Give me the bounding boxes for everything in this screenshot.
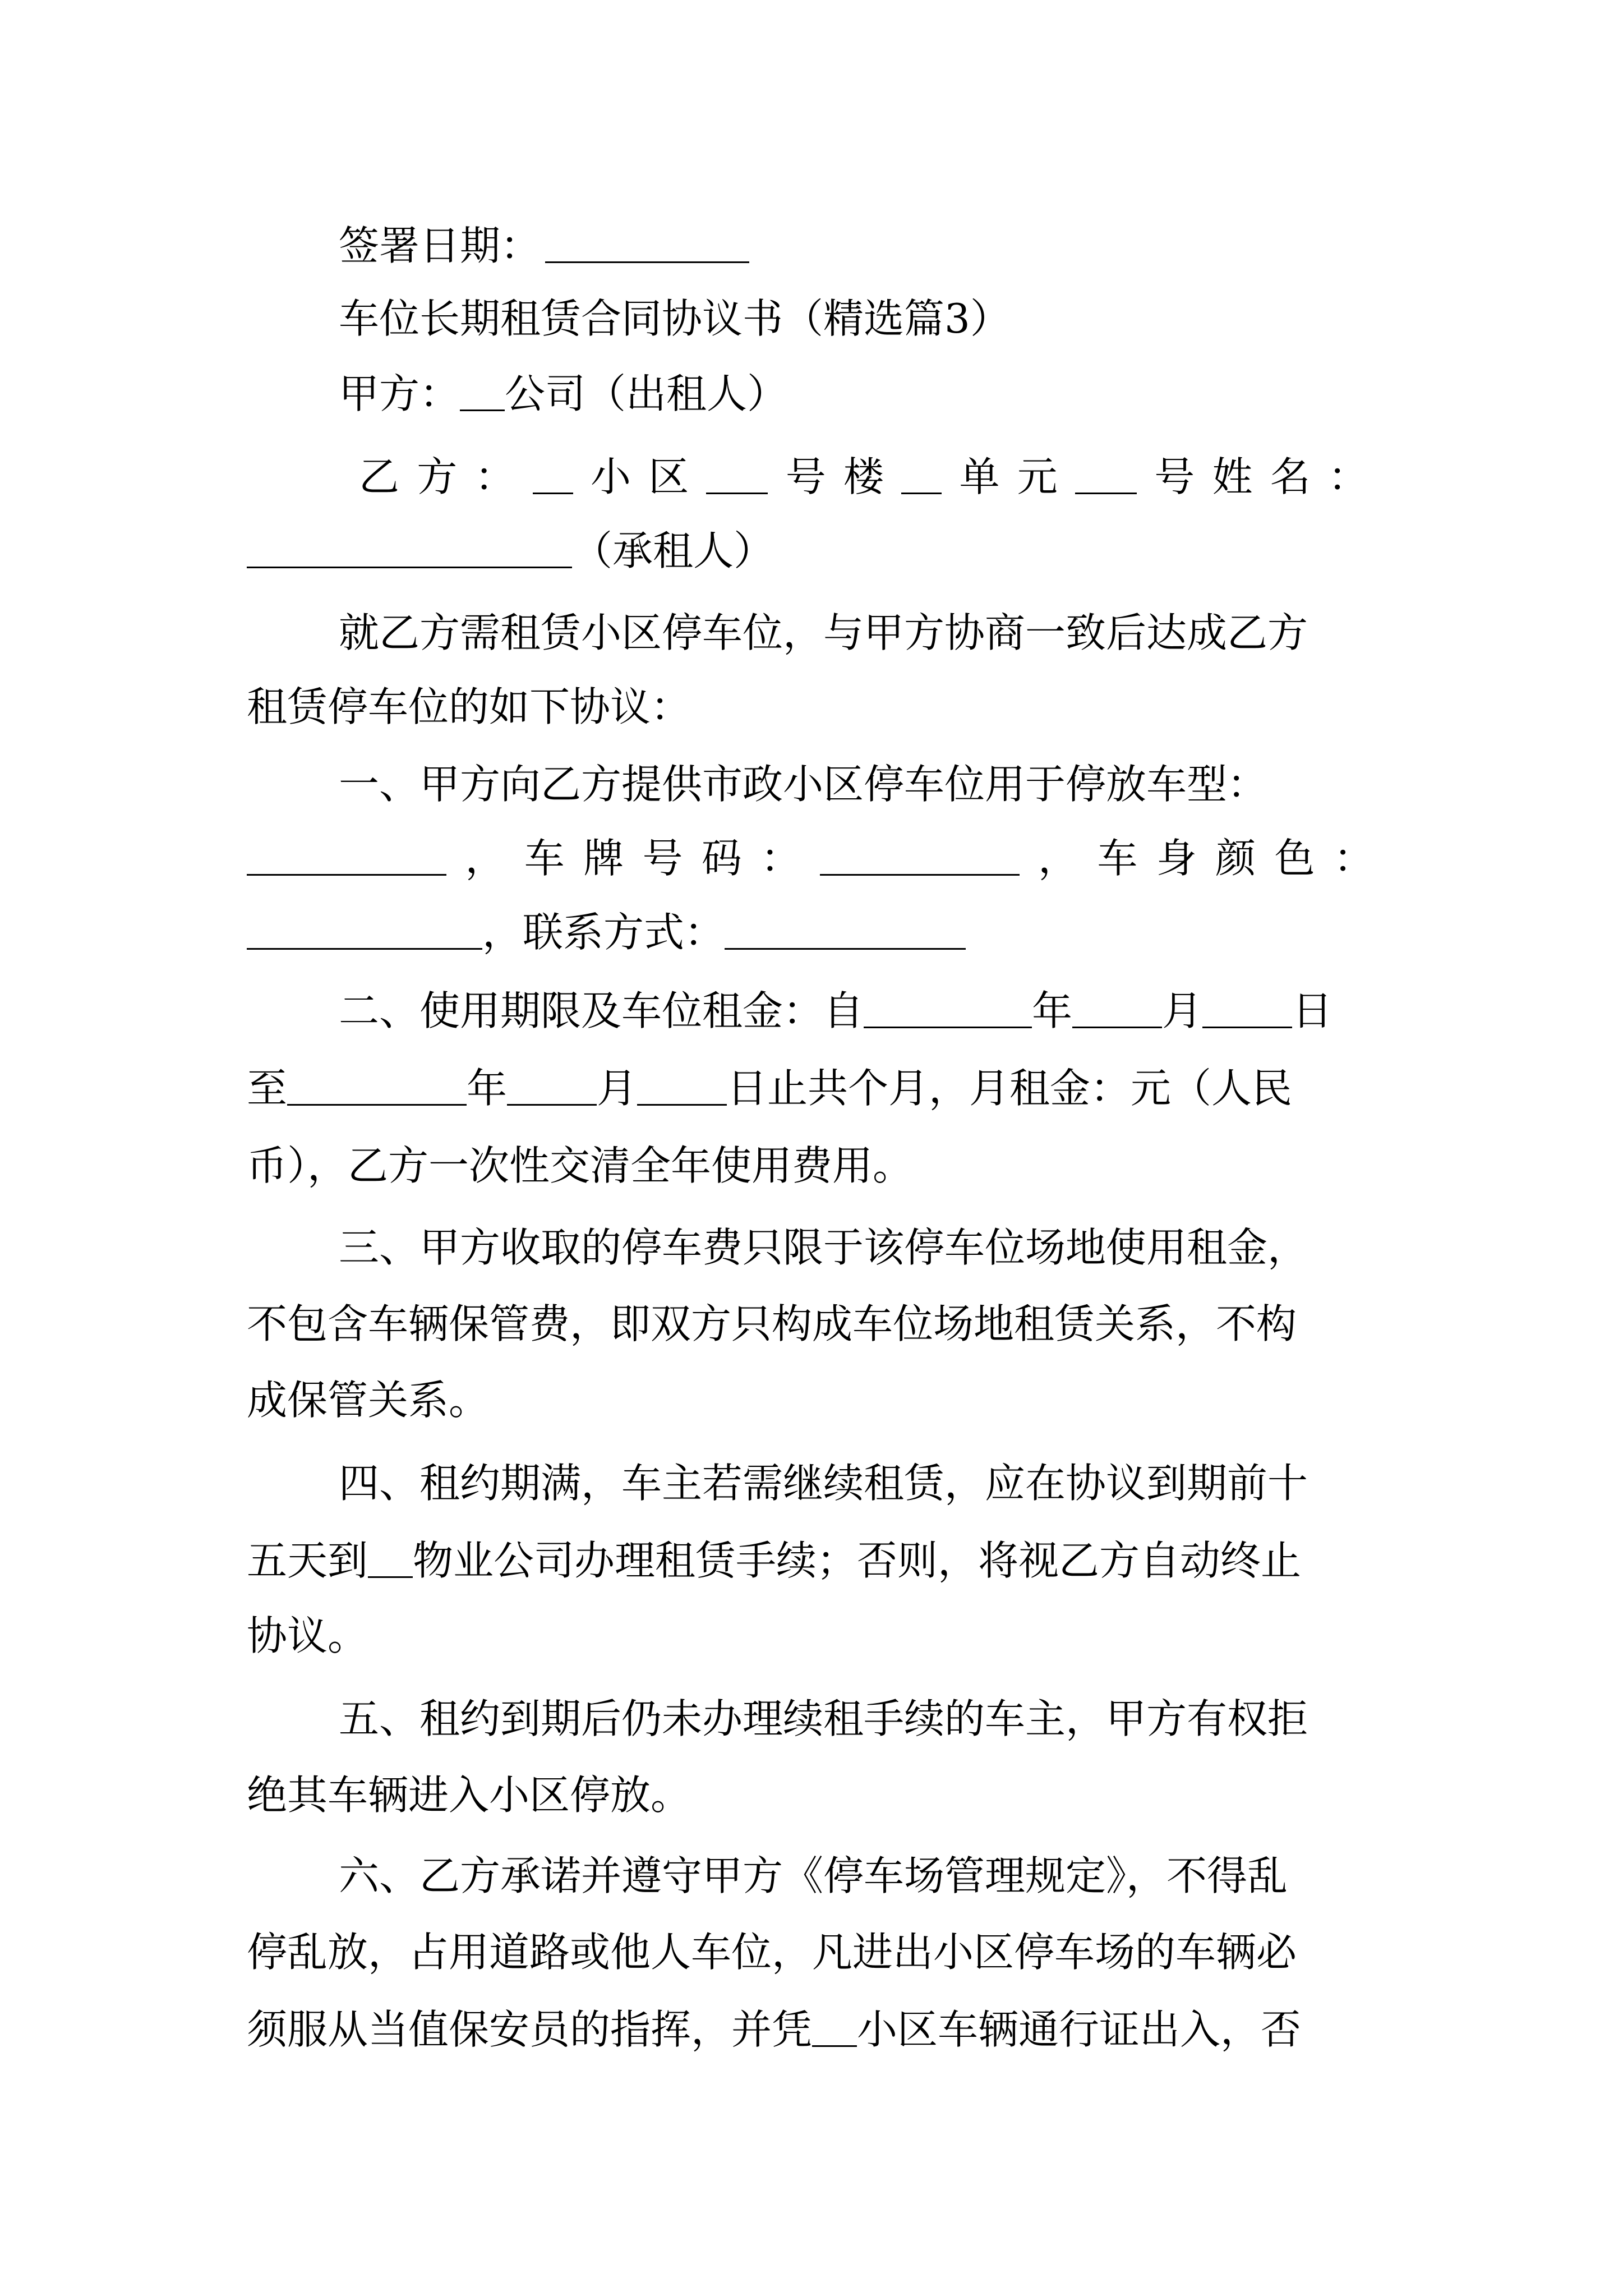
car-model-blank	[247, 834, 446, 876]
clause-6-line-1: 六、乙方承诺并遵守甲方《停车场管理规定》，不得乱	[339, 1852, 1288, 1899]
clause-3-line-1: 三、甲方收取的停车费只限于该停车位场地使用租金，	[339, 1224, 1308, 1271]
community-blank	[533, 452, 573, 494]
party-a-company-blank	[460, 369, 505, 411]
clause-4-line-3: 协议。	[247, 1612, 368, 1659]
clause-6-line-3: 须服从当值保安员的指挥，并凭 小区车辆通行证出入，否	[247, 2006, 1302, 2053]
clause-1-line-3: ，联系方式：	[247, 904, 966, 958]
property-company-blank	[368, 1536, 413, 1578]
room-blank	[1075, 452, 1137, 494]
sign-date-blank	[545, 221, 749, 263]
contact-blank	[725, 908, 966, 950]
clause-3-line-2: 不包含车辆保管费，即双方只构成车位场地租赁关系，不构	[247, 1300, 1297, 1347]
clause-4-line-1: 四、租约期满，车主若需继续租赁，应在协议到期前十	[339, 1460, 1308, 1507]
clause-6-line-2: 停乱放，占用道路或他人车位，凡进出小区停车场的车辆必	[247, 1929, 1297, 1976]
party-b-line-2: （承租人）	[247, 523, 774, 577]
party-b-line-1: 乙 方 ： 小 区 号 楼 单 元 号 姓 名 ：	[359, 453, 1368, 500]
end-day-blank	[637, 1064, 727, 1106]
contract-title: 车位长期租赁合同协议书（精选篇3）	[339, 295, 1011, 342]
clause-2-line-2: 至 年 月 日止共个月，月租金：元（人民	[247, 1065, 1293, 1112]
intro-line-1: 就乙方需租赁小区停车位，与甲方协商一致后达成乙方	[339, 609, 1308, 656]
intro-line-2: 租赁停车位的如下协议：	[247, 683, 691, 730]
car-color-blank	[247, 908, 482, 950]
clause-2-line-1: 二、使用期限及车位租金：自 年 月 日	[339, 987, 1333, 1034]
clause-5-line-1: 五、租约到期后仍未办理续租手续的车主，甲方有权拒	[339, 1695, 1308, 1742]
clause-5-line-2: 绝其车辆进入小区停放。	[247, 1772, 691, 1819]
party-a-line: 甲方： 公司（出租人）	[339, 370, 788, 417]
unit-blank	[901, 452, 942, 494]
start-year-blank	[864, 986, 1032, 1028]
end-month-blank	[507, 1064, 597, 1106]
plate-number-blank	[820, 834, 1020, 876]
community-pass-blank	[812, 2005, 857, 2047]
sign-date-line	[339, 218, 749, 272]
clause-1-line-2: ， 车 牌 号 码 ： ， 车 身 颜 色 ：	[247, 830, 1374, 884]
tenant-name-blank	[247, 526, 572, 568]
sign-date-label: 签署日期：	[339, 222, 541, 269]
clause-3-line-3: 成保管关系。	[247, 1377, 490, 1424]
start-month-blank	[1072, 986, 1162, 1028]
clause-2-line-3: 币），乙方一次性交清全年使用费用。	[247, 1142, 914, 1189]
start-day-blank	[1202, 986, 1292, 1028]
building-blank	[706, 452, 768, 494]
end-year-blank	[287, 1064, 467, 1106]
clause-4-line-2: 五天到 物业公司办理租赁手续；否则，将视乙方自动终止	[247, 1537, 1302, 1584]
clause-1-line-1: 一、甲方向乙方提供市政小区停车位用于停放车型：	[339, 761, 1268, 808]
